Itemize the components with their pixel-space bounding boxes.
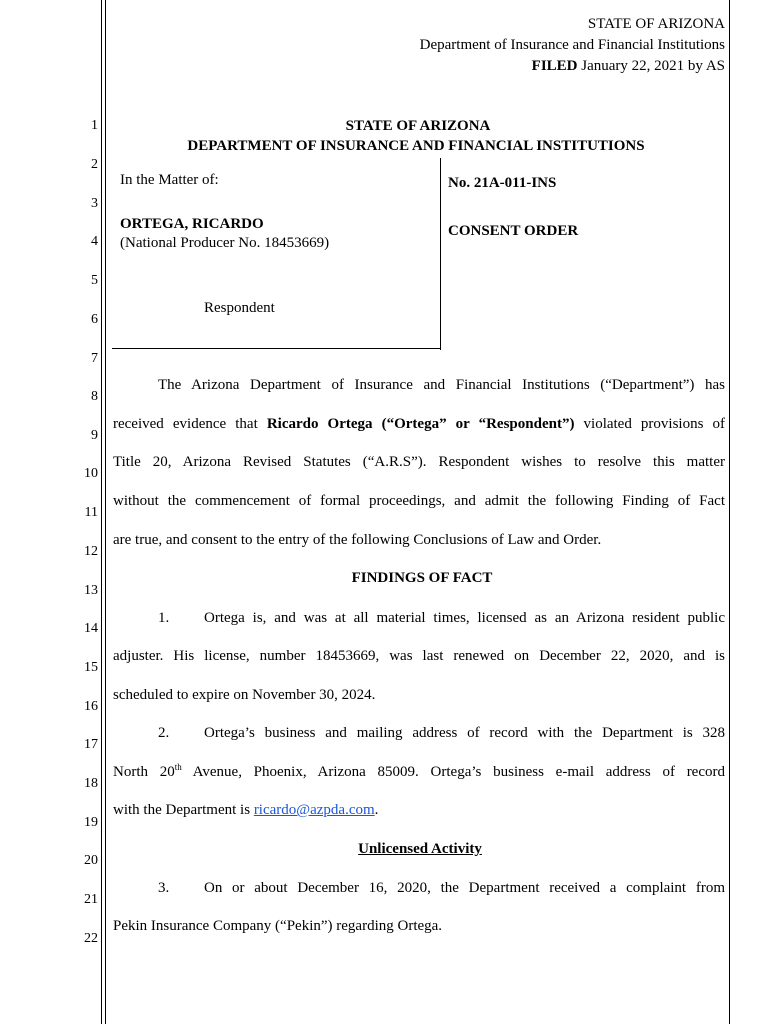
paragraph-line: Ortega is, and was at all material times, licensed as an Arizona resident public [204, 610, 725, 626]
intro-text: violated provisions of [574, 416, 725, 432]
stamp-state: STATE OF ARIZONA [587, 16, 725, 32]
intro-line: are true, and consent to the entry of the following Conclusions of Law and Order. [113, 532, 602, 548]
matter-label: In the Matter of: [120, 172, 219, 188]
intro-line: Title 20, Arizona Revised Statutes (“A.R.S”). Respondent wishes to resolve this matter [113, 454, 725, 470]
line-number: 2 [91, 157, 98, 172]
line-number: 16 [84, 699, 98, 714]
caption-divider [440, 158, 441, 350]
paragraph-number: 3. [158, 880, 170, 896]
line-number: 19 [84, 815, 98, 830]
address-text: Avenue, Phoenix, Arizona 85009. Ortega’s business e-mail address of record [181, 764, 725, 780]
filing-stamp [420, 14, 725, 77]
intro-line: The Arizona Department of Insurance and Financial Institutions (“Department”) has [158, 377, 725, 393]
respondent-label: Respondent [204, 300, 275, 316]
line-number: 12 [84, 544, 98, 559]
filed-date: January 22, 2021 by AS [577, 58, 725, 74]
producer-number: (National Producer No. 18453669) [120, 235, 330, 251]
line-number: 6 [91, 312, 98, 327]
line-number: 1 [91, 118, 98, 133]
respondent-definition: Ricardo Ortega (“Ortega” or “Respondent”) [266, 416, 575, 432]
paragraph-line: On or about December 16, 2020, the Department received a complaint from [204, 880, 725, 896]
line-number: 5 [91, 273, 98, 288]
respondent-name: ORTEGA, RICARDO [120, 216, 264, 232]
line-number: 15 [84, 660, 98, 675]
unlicensed-activity-heading: Unlicensed Activity [358, 841, 482, 857]
margin-rule-right [729, 0, 730, 1024]
stamp-department: Department of Insurance and Financial Institutions [419, 37, 725, 53]
line-number: 17 [84, 737, 98, 752]
line-number: 14 [84, 621, 98, 636]
margin-rule-left-inner [105, 0, 106, 1024]
document-title: CONSENT ORDER [448, 223, 579, 239]
stamp-filed [420, 56, 725, 77]
intro-line: without the commencement of formal proceedings, and admit the following Finding of Fact [113, 493, 725, 509]
paragraph-line: Pekin Insurance Company (“Pekin”) regarding Ortega. [113, 918, 443, 934]
margin-rule-left-outer [101, 0, 102, 1024]
line-number: 10 [84, 466, 98, 481]
email-prefix: with the Department is [113, 802, 254, 818]
caption-bottom-rule [112, 348, 441, 349]
findings-heading: FINDINGS OF FACT [351, 570, 493, 586]
line-number: 4 [91, 234, 98, 249]
line-number: 9 [91, 428, 98, 443]
case-number: No. 21A-011-INS [448, 175, 557, 191]
line-number: 13 [84, 583, 98, 598]
paragraph-line: scheduled to expire on November 30, 2024. [113, 687, 376, 703]
line-number: 3 [91, 196, 98, 211]
line-number: 21 [84, 892, 98, 907]
line-number: 7 [91, 351, 98, 366]
email-link[interactable]: ricardo@azpda.com [253, 802, 375, 818]
paragraph-number: 2. [158, 725, 170, 741]
line-number: 11 [84, 505, 98, 520]
paragraph-line: adjuster. His license, number 18453669, was last renewed on December 22, 2020, and is [113, 648, 725, 664]
ordinal-suffix: th [174, 762, 182, 772]
line-number: 8 [91, 389, 98, 404]
paragraph-line: Ortega’s business and mailing address of record with the Department is 328 [204, 725, 725, 741]
address-text: North 20 [113, 764, 175, 780]
paragraph-line [113, 764, 725, 781]
filed-label: FILED [531, 58, 578, 74]
email-suffix: . [374, 802, 379, 818]
line-number: 18 [84, 776, 98, 791]
line-number: 22 [84, 931, 98, 946]
intro-line [113, 416, 725, 433]
intro-text: received evidence that [113, 416, 267, 432]
line-number: 20 [84, 853, 98, 868]
caption-state: STATE OF ARIZONA [345, 118, 491, 134]
paragraph-number: 1. [158, 610, 170, 626]
paragraph-line [113, 802, 725, 819]
caption-department: DEPARTMENT OF INSURANCE AND FINANCIAL INSTITUTIONS [187, 138, 645, 154]
